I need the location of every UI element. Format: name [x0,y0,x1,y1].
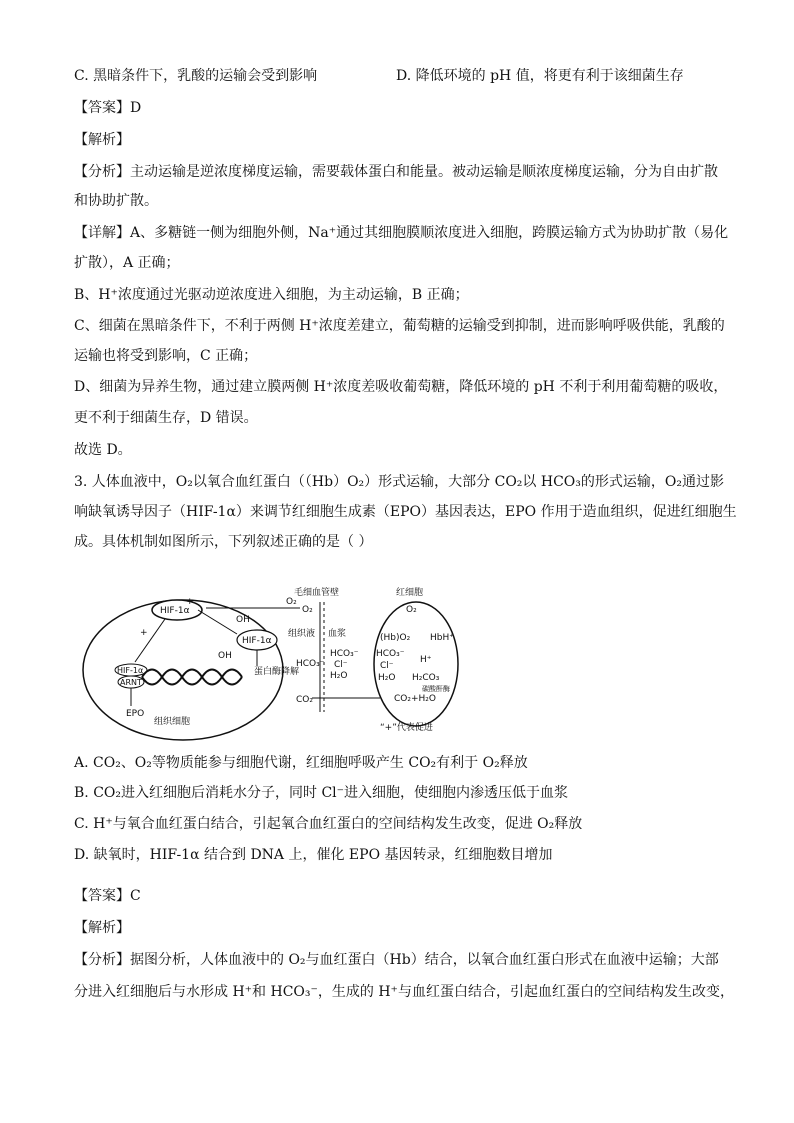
detail-1-line-1: 【详解】A、多糖链一侧为细胞外侧，Na⁺通过其细胞膜顺浓度进入细胞，跨膜运输方式为协助扩散（易化 [74,225,729,241]
detail-d-line-1: D、细菌为异养生物，通过建立膜两侧 H⁺浓度差吸收葡萄糖，降低环境的 pH 不利于利用葡萄糖的吸收， [74,379,728,395]
rbc-label: 红细胞 [396,588,424,598]
answer-2: 【答案】C [74,888,141,904]
option-b: B. CO₂进入红细胞后消耗水分子，同时 Cl⁻进入细胞，使细胞内渗透压低于血浆 [74,785,569,801]
option-d-prev: D. 降低环境的 pH 值，将更有利于该细菌生存 [396,68,684,84]
hif-label-dna: HIF-1α [117,666,144,675]
tissue-fluid-label: 组织液 [288,629,316,639]
plasma-label: 血浆 [328,629,347,639]
question-3-line-1: 3. 人体血液中，O₂以氧合血红蛋白（（Hb）O₂）形式运输，大部分 CO₂以 HCO₃的形式运输，O₂通过影 [74,474,724,490]
hbo2-label: (Hb)O₂ [380,633,411,643]
analysis-2-line-1: 【分析】据图分析，人体血液中的 O₂与血红蛋白（Hb）结合，以氧合血红蛋白形式在血液中运输；大部 [74,952,719,968]
hif-label-top: HIF-1α [160,606,190,616]
question-3-line-3: 成。具体机制如图所示，下列叙述正确的是（ ） [74,534,373,550]
question-3-line-2: 响缺氧诱导因子（HIF-1α）来调节红细胞生成素（EPO）基因表达，EPO 作用于造血组织，促进红细胞生 [74,504,737,520]
option-c-prev: C. 黑暗条件下，乳酸的运输会受到影响 [74,68,318,84]
arrow-hif-oh [198,610,237,634]
detail-c-line-2: 运输也将受到影响，C 正确； [74,348,258,364]
hplus-label: H⁺ [420,655,432,665]
conclusion-1: 故选 D。 [74,442,132,458]
legend-label: “+”代表促进 [380,723,433,733]
hco3-label-tissue: HCO₃⁻ [296,659,325,669]
detail-b: B、H⁺浓度通过光驱动逆浓度进入细胞，为主动运输，B 正确； [74,287,469,303]
arnt-label: ARNT [120,678,142,687]
analysis-heading-2: 【解析】 [74,920,130,936]
option-c: C. H⁺与氧合血红蛋白结合，引起氧合血红蛋白的空间结构发生改变，促进 O₂释放 [74,816,583,832]
cl-label-rbc: Cl⁻ [380,661,394,671]
co2-h2o-label: CO₂+H₂O [394,694,436,704]
hif-label-right: HIF-1α [242,636,272,646]
enzyme-label: 碳酸酐酶 [422,685,450,693]
protease-label: 蛋白酶降解 [254,667,300,677]
plus-sign-2: + [186,597,194,607]
detail-d-line-2: 更不利于细菌生存，D 错误。 [74,410,258,426]
option-d: D. 缺氧时，HIF-1α 结合到 DNA 上，催化 EPO 基因转录，红细胞数目增加 [74,847,553,863]
o2-label-rbc: O₂ [406,605,417,615]
detail-c-line-1: C、细菌在黑暗条件下，不利于两侧 H⁺浓度差建立，葡萄糖的运输受到抑制，进而影响呼吸供能，乳酸的 [74,318,725,334]
hco3-label-plasma: HCO₃⁻ [330,649,359,659]
wall-label: 毛细血管壁 [294,588,340,598]
detail-1-line-2: 扩散），A 正确； [74,255,180,271]
analysis-1-line-1: 【分析】主动运输是逆浓度梯度运输，需要载体蛋白和能量。被动运输是顺浓度梯度运输，分为自由扩散 [74,164,718,180]
epo-label: EPO [126,709,145,719]
o2-label-wall: O₂ [286,597,297,607]
arrow-hif-dna [135,619,165,662]
mechanism-diagram [80,582,470,742]
oh-label-1: OH [236,615,250,625]
plus-sign-1: + [140,628,148,638]
h2co3-label: H₂CO₃ [412,673,440,683]
analysis-heading-1: 【解析】 [74,132,130,148]
answer-1: 【答案】D [74,100,142,116]
h2o-label-rbc: H₂O [378,673,396,683]
h2o-label-plasma: H₂O [330,671,348,681]
option-a: A. CO₂、O₂等物质能参与细胞代谢，红细胞呼吸产生 CO₂有利于 O₂释放 [74,755,528,771]
oh-label-2: OH [218,651,232,661]
analysis-2-line-2: 分进入红细胞后与水形成 H⁺和 HCO₃⁻，生成的 H⁺与血红蛋白结合，引起血红蛋白的空间结构发生改变， [74,984,734,1000]
co2-label-tissue: CO₂ [296,695,313,705]
hbh-label: HbH⁺ [430,633,454,643]
analysis-1-line-2: 和协助扩散。 [74,193,158,209]
o2-label-tissue: O₂ [302,605,313,615]
hco3-label-rbc: HCO₃⁻ [376,649,405,659]
tissue-cell-label: 组织细胞 [154,717,191,727]
cl-label-plasma: Cl⁻ [334,660,348,670]
